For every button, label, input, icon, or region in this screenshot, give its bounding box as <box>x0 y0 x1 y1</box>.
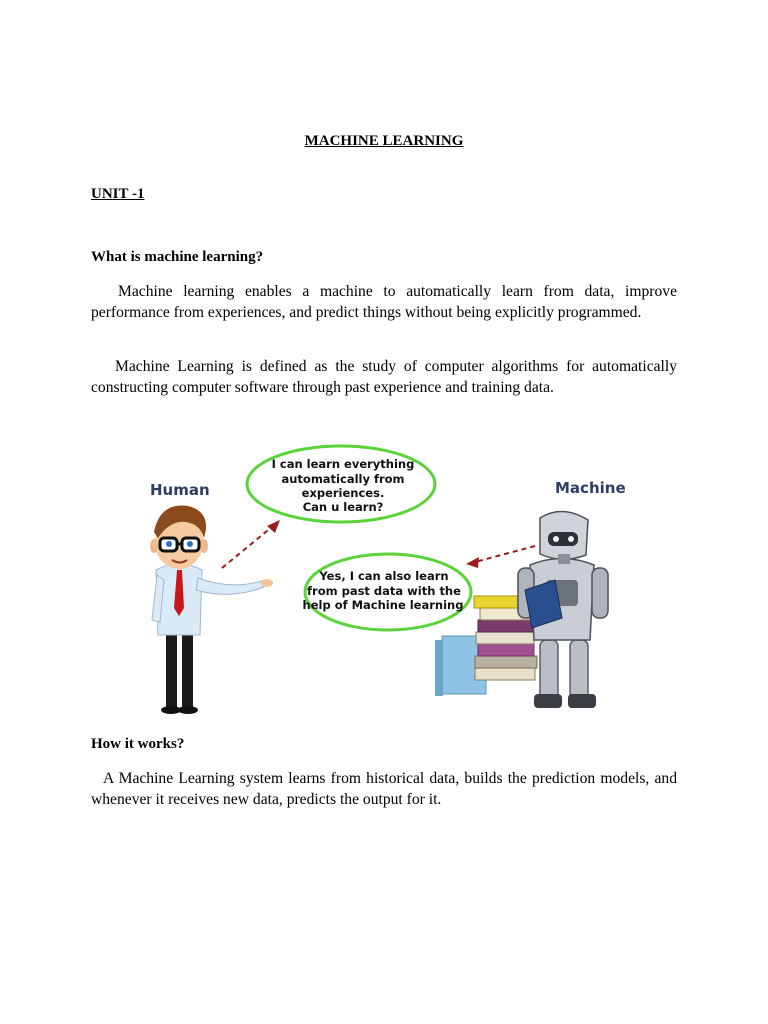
section-heading-how-it-works: How it works? <box>91 736 185 752</box>
human-label: Human <box>150 481 210 499</box>
arrow-machine-head <box>466 557 479 568</box>
unit-heading: UNIT -1 <box>91 186 145 202</box>
document-title: MACHINE LEARNING <box>304 133 464 149</box>
section-heading-what-is-ml: What is machine learning? <box>91 249 264 265</box>
human-character <box>150 506 273 714</box>
arrow-machine <box>475 546 535 562</box>
bubble-machine-text: Yes, I can also learn from past data with the help of Machine learning <box>302 569 464 612</box>
bubble-human-text: I can learn everything automatically from experiences. Can u learn? <box>271 457 415 514</box>
paragraph-how-it-works: A Machine Learning system learns from historical data, builds the prediction models, and whenever it receives new data, predicts the output for it. <box>91 770 677 808</box>
human-machine-illustration <box>130 440 630 720</box>
arrow-human <box>222 526 273 568</box>
paragraph-ml-definition-1: Machine learning enables a machine to automatically learn from data, improve performance from experiences, and predict things without being explicitly programmed. <box>91 283 677 321</box>
paragraph-ml-definition-2: Machine Learning is defined as the study of computer algorithms for automatically constructing computer software through past experience and training data. <box>91 358 677 396</box>
arrow-human-head <box>267 520 280 533</box>
machine-label: Machine <box>555 479 626 497</box>
